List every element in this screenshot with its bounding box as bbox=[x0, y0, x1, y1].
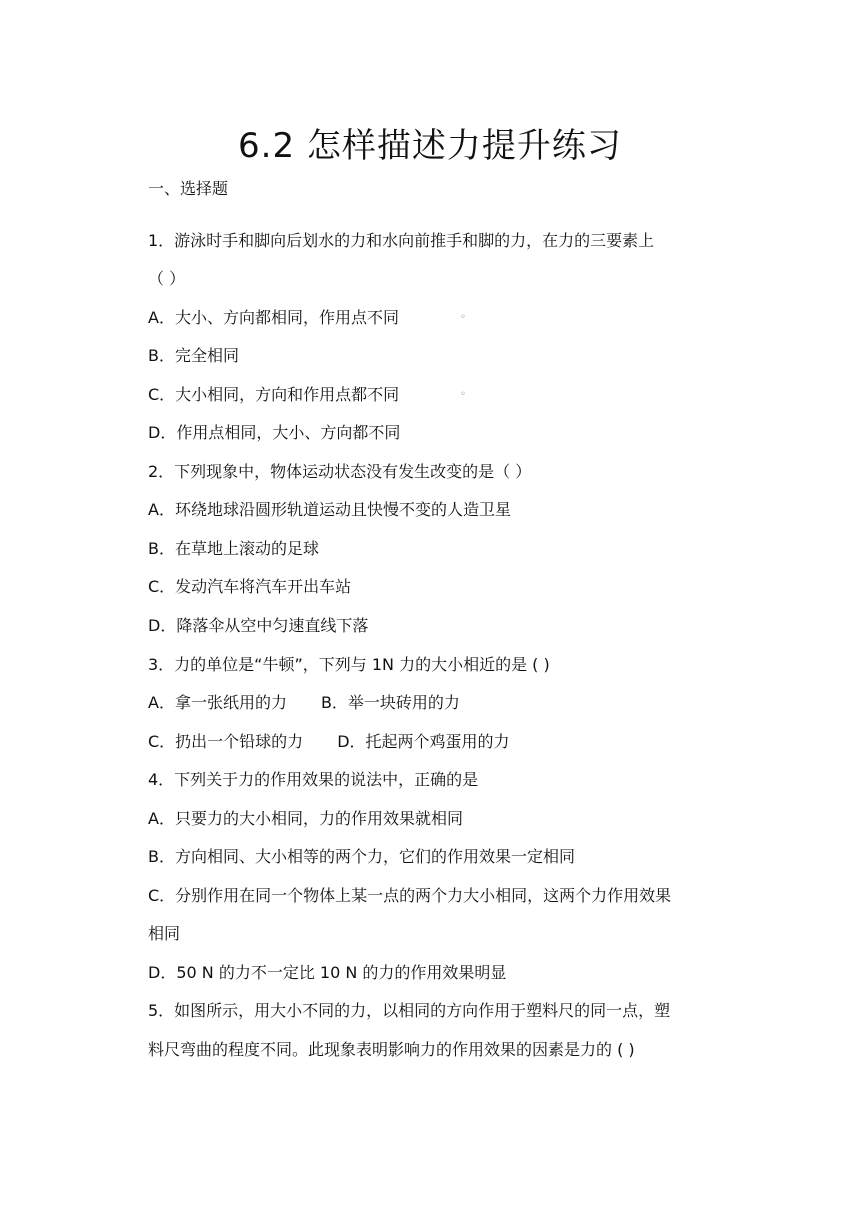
q3-option-b: B．举一块砖用的力 bbox=[320, 693, 460, 712]
q4-option-c-line1: C．分别作用在同一个物体上某一点的两个力大小相同，这两个力作用效果 bbox=[148, 886, 672, 905]
document-title: 6.2 怎样描述力提升练习 bbox=[238, 126, 622, 166]
q2-option-b: B．在草地上滚动的足球 bbox=[148, 539, 319, 558]
q3-option-d: D．托起两个鸡蛋用的力 bbox=[337, 732, 510, 751]
q3-options-ab bbox=[148, 692, 718, 714]
q2-stem: 2．下列现象中，物体运动状态没有发生改变的是（ ） bbox=[148, 462, 532, 481]
q1-mark-a: ◦ bbox=[460, 312, 466, 323]
q4-stem: 4．下列关于力的作用效果的说法中，正确的是 bbox=[148, 770, 479, 789]
q3-options-cd bbox=[148, 731, 718, 753]
q2-option-c: C．发动汽车将汽车开出车站 bbox=[148, 577, 352, 596]
q1-option-a: A．大小、方向都相同，作用点不同 bbox=[148, 308, 399, 327]
q1-option-b: B．完全相同 bbox=[148, 346, 239, 365]
section-heading: 一、选择题 bbox=[148, 179, 229, 198]
q2-option-d: D．降落伞从空中匀速直线下落 bbox=[148, 616, 369, 635]
q1-option-d: D．作用点相同，大小、方向都不同 bbox=[148, 423, 401, 442]
q4-option-b: B．方向相同、大小相等的两个力，它们的作用效果一定相同 bbox=[148, 847, 575, 866]
q1-stem-line2: （ ） bbox=[148, 269, 186, 288]
q4-option-d: D．50 N 的力不一定比 10 N 的力的作用效果明显 bbox=[148, 963, 507, 982]
q5-stem-line2: 料尺弯曲的程度不同。此现象表明影响力的作用效果的因素是力的 ( ) bbox=[148, 1040, 635, 1059]
q3-option-a: A．拿一张纸用的力 bbox=[148, 693, 287, 712]
q1-stem-line1: 1．游泳时手和脚向后划水的力和水向前推手和脚的力，在力的三要素上 bbox=[148, 231, 655, 250]
q3-stem: 3．力的单位是“牛顿”，下列与 1N 力的大小相近的是 ( ) bbox=[148, 655, 550, 674]
q2-option-a: A．环绕地球沿圆形轨道运动且快慢不变的人造卫星 bbox=[148, 500, 511, 519]
q1-mark-c: ◦ bbox=[460, 389, 466, 400]
q4-option-a: A．只要力的大小相同，力的作用效果就相同 bbox=[148, 809, 463, 828]
q1-option-c: C．大小相同，方向和作用点都不同 bbox=[148, 385, 400, 404]
q4-option-c-line2: 相同 bbox=[148, 924, 181, 943]
q3-option-c: C．扔出一个铅球的力 bbox=[148, 732, 304, 751]
q5-stem-line1: 5．如图所示，用大小不同的力，以相同的方向作用于塑料尺的同一点，塑 bbox=[148, 1001, 671, 1020]
